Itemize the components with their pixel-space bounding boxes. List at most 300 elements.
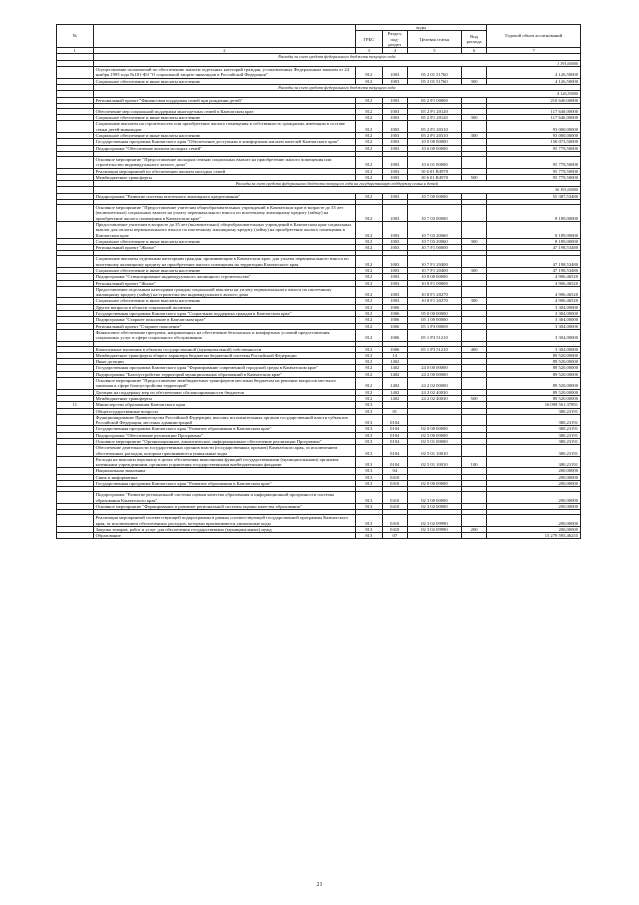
row-grbs-cell: 812 (356, 286, 382, 298)
row-razdel-cell: 1003 (382, 97, 407, 103)
row-celevaya-cell (407, 533, 461, 539)
row-num-cell (57, 156, 94, 168)
row-sum-cell: 8 189,00000 (487, 238, 581, 244)
row-grbs-cell: 812 (356, 133, 382, 139)
row-name-cell: Региональный проект "Старшее поколение" (93, 323, 355, 329)
row-vid-cell: 200 (461, 526, 486, 532)
row-vid-cell (461, 445, 486, 457)
row-sum-cell: 3 304,00000 (487, 329, 581, 341)
row-vid-cell (461, 329, 486, 341)
row-sum-cell: 47 198,53480 (487, 245, 581, 251)
row-grbs-cell: 812 (356, 145, 382, 151)
row-name-cell: Социальные выплаты на строительство или приобретение жилого помещения в собственность гражданам, имеющим в составе семьи детей-инвалидов (93, 121, 355, 133)
row-razdel-cell: 1402 (382, 359, 407, 365)
row-num-cell: 11 (57, 402, 94, 408)
row-grbs-cell: 812 (356, 359, 382, 365)
row-grbs-cell: 813 (356, 456, 382, 468)
row-num-cell (57, 533, 94, 539)
row-sum-cell: 200,00000 (487, 526, 581, 532)
row-sum-cell: 89 520,00000 (487, 378, 581, 390)
row-grbs-cell: 812 (356, 378, 382, 390)
row-name-cell: Социальное обеспечение и иные выплаты населению (93, 267, 355, 273)
row-celevaya-cell: 05 2 P1 20310 (407, 121, 461, 133)
row-name-cell: Региональный проект "Жилье" (93, 280, 355, 286)
row-razdel-cell: 1006 (382, 311, 407, 317)
row-sum-cell: 4 906,46520 (487, 298, 581, 304)
row-celevaya-cell: 02 3 02 09990 (407, 526, 461, 532)
col-header-razdel: Раздел, под-раздел (382, 31, 407, 48)
row-vid-cell: 400 (461, 346, 486, 352)
col-header-sum: Годовой объем ассигнований (487, 25, 581, 48)
row-num-cell (57, 205, 94, 222)
row-grbs-cell: 812 (356, 256, 382, 268)
row-razdel-cell: 1402 (382, 371, 407, 377)
row-razdel-cell: 0410 (382, 515, 407, 527)
row-razdel-cell: 1003 (382, 286, 407, 298)
table-row (57, 286, 581, 298)
row-name-cell: Образование (93, 533, 355, 539)
row-razdel-cell: 1003 (382, 139, 407, 145)
row-num-cell (57, 492, 94, 504)
row-grbs-cell: 812 (356, 298, 382, 304)
col-index: 5 (407, 48, 461, 54)
table-row (57, 533, 581, 539)
table-row (57, 205, 581, 222)
row-sum-cell: 93 000,00000 (487, 133, 581, 139)
row-sum-cell: 89 520,00000 (487, 395, 581, 401)
row-sum-cell: 47 198,53480 (487, 267, 581, 273)
row-celevaya-cell: 10 7 F1 20400 (407, 256, 461, 268)
row-sum-cell: 200,00000 (487, 474, 581, 480)
row-name-cell: Основное мероприятие "Предоставление учителям общеобразовательных учреждений в Камчатском крае в возрасте до 35 лет (включительно) социальных выплат на уплату первоначального взноса по ипотечному жилищному кредиту (займу) на приобретение жилого помещения в Камчатском крае" (93, 205, 355, 222)
row-grbs-cell: 813 (356, 492, 382, 504)
row-sum-cell: 89 520,00000 (487, 352, 581, 358)
row-grbs-cell: 813 (356, 414, 382, 426)
row-grbs-cell: 812 (356, 108, 382, 114)
row-sum-cell: 200,00000 (487, 492, 581, 504)
row-name-cell: Общегосударственные вопросы (93, 408, 355, 414)
row-razdel-cell: 0104 (382, 432, 407, 438)
col-index: 6 (461, 48, 486, 54)
row-grbs-cell: 812 (356, 329, 382, 341)
row-celevaya-cell: 05 2 01 51760 (407, 67, 461, 79)
row-razdel-cell: 01 (382, 408, 407, 414)
row-celevaya-cell: 05 1 P3 51210 (407, 346, 461, 352)
row-name-cell: Региональный проект "Финансовая поддержка семей при рождении детей" (93, 97, 355, 103)
row-celevaya-cell: 24 2 02 00000 (407, 378, 461, 390)
row-sum-cell: 4 906,46520 (487, 280, 581, 286)
row-num-cell (57, 221, 94, 238)
col-header-vid: Вид расхода (461, 31, 486, 48)
row-sum-cell: 200,00000 (487, 468, 581, 474)
table-row (57, 492, 581, 504)
row-celevaya-cell: 10 8 F1 00000 (407, 280, 461, 286)
row-razdel-cell: 1006 (382, 304, 407, 310)
row-sum-cell: 200,00000 (487, 503, 581, 509)
row-name-cell: Основное мероприятие "Предоставление молодым семьям социальных выплат на приобретение жилого помещения или строительство индивидуального жилого дома" (93, 156, 355, 168)
row-name-cell: Социальное обеспечение и иные выплаты населению (93, 298, 355, 304)
row-razdel-cell: 0410 (382, 481, 407, 487)
row-name-cell: Подпрограмма "Старшее поколение в Камчатском крае" (93, 317, 355, 323)
row-celevaya-cell: 05 1 00 00000 (407, 317, 461, 323)
row-name-cell: Реализация мероприятий по обеспечению жильем молодых семей (93, 168, 355, 174)
row-celevaya-cell: 10 6 01 R4970 (407, 168, 461, 174)
row-razdel-cell: 0410 (382, 526, 407, 532)
table-row (57, 414, 581, 426)
row-name-cell: Национальная экономика (93, 468, 355, 474)
row-grbs-cell: 812 (356, 193, 382, 199)
row-razdel-cell: 0104 (382, 439, 407, 445)
row-name-cell: Предоставление учителям в возрасте до 35 лет (включительно) общеобразовательных учреждений в Камчатском крае социальных выплат для оплаты первоначального взноса по ипотечному жилищному кредиту (займу) на приобретение жилого помещения в Камчатском крае (93, 221, 355, 238)
row-vid-cell (461, 286, 486, 298)
table-row (57, 515, 581, 527)
table-row (57, 329, 581, 341)
table-row (57, 378, 581, 390)
row-celevaya-cell: 10 0 00 00000 (407, 139, 461, 145)
col-index: 1 (57, 48, 94, 54)
row-celevaya-cell: 02 0 00 00000 (407, 481, 461, 487)
row-num-cell (57, 456, 94, 468)
row-vid-cell (461, 378, 486, 390)
row-celevaya-cell: 05 2 P1 20310 (407, 133, 461, 139)
row-sum-cell: 380,23191 (487, 439, 581, 445)
row-sum-cell: 89 520,00000 (487, 365, 581, 371)
row-razdel-cell: 1402 (382, 378, 407, 390)
row-sum-cell: 3 304,00000 (487, 323, 581, 329)
row-name-cell: Подпрограмма "Обеспечение реализации Программы" (93, 432, 355, 438)
row-celevaya-cell: 24 2 00 00000 (407, 371, 461, 377)
row-razdel-cell: 1003 (382, 274, 407, 280)
row-grbs-cell: 812 (356, 365, 382, 371)
budget-table (56, 24, 581, 539)
row-note-cell: 4 126,50000 (93, 91, 580, 97)
row-sum-cell: 8 189,00000 (487, 205, 581, 222)
row-vid-cell: 300 (461, 133, 486, 139)
table-row (57, 121, 581, 133)
row-celevaya-cell: 10 7 03 00000 (407, 205, 461, 222)
row-num-cell (57, 256, 94, 268)
row-celevaya-cell: 10 6 01 R4970 (407, 174, 461, 180)
row-razdel-cell: 1003 (382, 267, 407, 273)
row-grbs-cell: 813 (356, 468, 382, 474)
row-name-cell: Обеспечение деятельности государственных органов власти (государственных органов) Камчатского края, за исключением обеспеченных расходов, которым присваиваются уникальные коды (93, 445, 355, 457)
row-sum-cell: 380,23191 (487, 426, 581, 432)
row-vid-cell: 300 (461, 78, 486, 84)
row-num-cell (57, 378, 94, 390)
row-grbs-cell: 813 (356, 474, 382, 480)
row-celevaya-cell: 10 7 F1 00000 (407, 245, 461, 251)
row-name-cell: Закупка товаров, работ и услуг для обеспечения государственных (муниципальных) нужд (93, 526, 355, 532)
row-razdel-cell: 1003 (382, 108, 407, 114)
row-celevaya-cell: 10 7 03 20060 (407, 238, 461, 244)
row-grbs-cell: 812 (356, 389, 382, 395)
row-name-cell: Государственная программа Камчатского края "Формирование современной городской среды в Камчатском крае" (93, 365, 355, 371)
row-celevaya-cell: 10 7 03 20060 (407, 221, 461, 238)
row-vid-cell (461, 533, 486, 539)
row-sum-cell: 89 520,00000 (487, 371, 581, 377)
row-note-cell: Расходы за счет средств федерального бюджета текущего года (93, 84, 580, 90)
row-sum-cell: 380,23191 (487, 408, 581, 414)
row-grbs-cell: 813 (356, 481, 382, 487)
row-razdel-cell: 0410 (382, 474, 407, 480)
row-razdel-cell: 1402 (382, 395, 407, 401)
row-razdel-cell: 1003 (382, 156, 407, 168)
row-name-cell: Социальное обеспечение и иные выплаты населению (93, 238, 355, 244)
row-grbs-cell: 812 (356, 311, 382, 317)
row-sum-cell: 3 304,00000 (487, 346, 581, 352)
row-razdel-cell: 1003 (382, 67, 407, 79)
row-celevaya-cell: 10 6 01 00000 (407, 156, 461, 168)
row-num-cell (57, 445, 94, 457)
col-header-codes: коды (356, 25, 487, 31)
row-sum-cell: 3 304,00000 (487, 317, 581, 323)
row-grbs-cell: 812 (356, 280, 382, 286)
row-grbs-cell: 812 (356, 245, 382, 251)
row-razdel-cell: 1003 (382, 221, 407, 238)
row-name-cell: Подпрограмма "Благоустройство территорий муниципальных образований в Камчатском крае" (93, 371, 355, 377)
row-razdel-cell: 0104 (382, 426, 407, 432)
row-num-cell (57, 414, 94, 426)
row-razdel-cell: 1003 (382, 298, 407, 304)
row-note-cell: Расходы за счет средств федерального бюджета текущего года (93, 54, 580, 60)
col-header-num: № (57, 25, 94, 48)
row-grbs-cell: 812 (356, 352, 382, 358)
row-name-cell: Межбюджетные трансферты общего характера бюджетам бюджетной системы Российской Федерации (93, 352, 355, 358)
row-sum-cell: 3 304,00000 (487, 304, 581, 310)
row-name-cell: Дотации на поддержку мер по обеспечению сбалансированности бюджетов (93, 389, 355, 395)
row-grbs-cell: 812 (356, 174, 382, 180)
row-name-cell: Социальное обеспечение и иные выплаты населению (93, 115, 355, 121)
row-grbs-cell: 812 (356, 395, 382, 401)
row-sum-cell: 200,00000 (487, 481, 581, 487)
row-sum-cell: 4 126,50000 (487, 78, 581, 84)
row-name-cell: Подпрограмма "Стимулирование индивидуального жилищного строительства" (93, 274, 355, 280)
row-name-cell: Министерство образования Камчатского края (93, 402, 355, 408)
row-grbs-cell: 813 (356, 503, 382, 509)
row-celevaya-cell: 24 2 02 40030 (407, 389, 461, 395)
row-grbs-cell: 813 (356, 426, 382, 432)
row-sum-cell: 380,23191 (487, 432, 581, 438)
row-name-cell: Реализация мероприятий соответствующей подпрограммы в рамках соответствующей государственной программы Камчатского края, за исключением обеспеченных расходов, которым присваиваются уникальные коды (93, 515, 355, 527)
row-vid-cell: 300 (461, 115, 486, 121)
row-grbs-cell: 812 (356, 274, 382, 280)
table-header-row (57, 25, 581, 31)
row-name-cell: Государственная программа Камчатского края "Обеспечение доступным и комфортным жильем жителей Камчатского края" (93, 139, 355, 145)
row-grbs-cell: 812 (356, 168, 382, 174)
row-celevaya-cell: 02 5 01 10010 (407, 456, 461, 468)
row-razdel-cell: 14 (382, 352, 407, 358)
row-grbs-cell: 813 (356, 533, 382, 539)
row-vid-cell: 500 (461, 395, 486, 401)
table-row (57, 256, 581, 268)
row-name-cell: Предоставление отдельным категориям граждан социальной выплаты на уплату первоначального взноса по ипотечному жилищному кредиту (займу) на строительство индивидуального жилого дома (93, 286, 355, 298)
row-celevaya-cell: 02 3 00 00000 (407, 492, 461, 504)
row-num-cell (57, 286, 94, 298)
row-celevaya-cell: 24 0 00 00000 (407, 365, 461, 371)
row-note-cell: 1 391,60000 (93, 60, 580, 66)
row-grbs-cell: 812 (356, 205, 382, 222)
row-celevaya-cell: 05 1 P3 51210 (407, 329, 461, 341)
row-celevaya-cell: 05 2 P1 00000 (407, 97, 461, 103)
row-razdel-cell: 1003 (382, 280, 407, 286)
row-grbs-cell: 812 (356, 323, 382, 329)
row-name-cell: Обеспечение мер социальной поддержки многодетных семей в Камчатском крае (93, 108, 355, 114)
row-celevaya-cell: 10 7 F1 20400 (407, 267, 461, 273)
row-grbs-cell: 813 (356, 445, 382, 457)
row-sum-cell: 4 906,46520 (487, 286, 581, 298)
row-razdel-cell: 0410 (382, 492, 407, 504)
row-razdel-cell: 1003 (382, 193, 407, 199)
row-vid-cell (461, 414, 486, 426)
row-grbs-cell: 812 (356, 304, 382, 310)
row-celevaya-cell: 02 0 00 00000 (407, 426, 461, 432)
row-razdel-cell: 1003 (382, 256, 407, 268)
row-celevaya-cell: 05 0 00 00000 (407, 311, 461, 317)
row-grbs-cell: 812 (356, 371, 382, 377)
table-body (57, 54, 581, 539)
row-sum-cell: 117 640,00000 (487, 108, 581, 114)
row-vid-cell (461, 156, 486, 168)
row-grbs-cell: 812 (356, 115, 382, 121)
row-name-cell: Государственная программа Камчатского края "Развитие образования в Камчатском крае" (93, 426, 355, 432)
row-sum-cell: 89 520,00000 (487, 359, 581, 365)
row-sum-cell: 15 279 595,46255 (487, 533, 581, 539)
row-vid-cell (461, 221, 486, 238)
row-celevaya-cell: 02 3 02 00000 (407, 503, 461, 509)
row-num-cell (57, 121, 94, 133)
col-index: 2 (93, 48, 355, 54)
row-name-cell: Связь и информатика (93, 474, 355, 480)
row-razdel-cell: 1003 (382, 174, 407, 180)
row-razdel-cell: 1003 (382, 133, 407, 139)
row-name-cell: Капитальные вложения в объекты государственной (муниципальной) собственности (93, 346, 355, 352)
row-grbs-cell: 813 (356, 439, 382, 445)
row-celevaya-cell: 05 1 P3 00000 (407, 323, 461, 329)
col-index: 3 (356, 48, 382, 54)
row-grbs-cell: 813 (356, 432, 382, 438)
row-celevaya-cell (407, 414, 461, 426)
row-name-cell: Подпрограмма "Развитие системы ипотечного жилищного кредитования" (93, 193, 355, 199)
row-grbs-cell: 813 (356, 526, 382, 532)
row-name-cell: Основное мероприятие "Организационное, аналитическое, информационное обеспечение реализации Программы" (93, 439, 355, 445)
row-razdel-cell: 1003 (382, 78, 407, 84)
row-name-cell: Межбюджетные трансферты (93, 395, 355, 401)
row-sum-cell: 210 640,00000 (487, 97, 581, 103)
row-note-cell: Расходы за счет средств федерального бюджета текущего года на государственную поддержку семьи и детей (93, 181, 580, 187)
row-sum-cell: 200,00000 (487, 515, 581, 527)
row-razdel-cell: 1003 (382, 245, 407, 251)
row-sum-cell: 16 098 561,37891 (487, 402, 581, 408)
row-grbs-cell: 812 (356, 78, 382, 84)
row-vid-cell: 300 (461, 238, 486, 244)
row-grbs-cell: 812 (356, 97, 382, 103)
row-grbs-cell: 813 (356, 408, 382, 414)
row-celevaya-cell: 10 8 00 00000 (407, 274, 461, 280)
row-name-cell: Межбюджетные трансферты (93, 174, 355, 180)
row-grbs-cell: 812 (356, 317, 382, 323)
col-index: 4 (382, 48, 407, 54)
row-celevaya-cell: 02 5 01 10010 (407, 445, 461, 457)
row-celevaya-cell: 05 2 P1 20120 (407, 115, 461, 121)
row-num-cell (57, 329, 94, 341)
row-name-cell: Функционирование Правительства Российской Федерации, высших исполнительных органов государственной власти субъектов Российской Федерации, местных администраций (93, 414, 355, 426)
row-grbs-cell: 812 (356, 67, 382, 79)
row-name-cell: Подпрограмма "Развитие региональной системы оценки качества образования и информационной прозрачности системы образования Камчатского края" (93, 492, 355, 504)
row-name-cell: Осуществление полномочий по обеспечению жильем отдельных категорий граждан, установленных Федеральным законом от 24 ноября 1995 года №181-ФЗ "О социальной защите инвалидов в Российской Федерации" (93, 67, 355, 79)
row-grbs-cell: 812 (356, 346, 382, 352)
row-vid-cell: 300 (461, 298, 486, 304)
row-grbs-cell: 813 (356, 402, 382, 408)
row-celevaya-cell: 24 2 02 40030 (407, 395, 461, 401)
row-sum-cell: 95 779,50000 (487, 156, 581, 168)
row-celevaya-cell: 05 2 P1 20120 (407, 108, 461, 114)
row-vid-cell: 100 (461, 456, 486, 468)
row-num-cell (57, 67, 94, 79)
row-razdel-cell: 0104 (382, 456, 407, 468)
row-celevaya-cell: 05 2 01 51760 (407, 78, 461, 84)
row-sum-cell: 156 073,50000 (487, 139, 581, 145)
row-sum-cell: 380,23191 (487, 445, 581, 457)
row-vid-cell: 300 (461, 267, 486, 273)
row-grbs-cell: 812 (356, 238, 382, 244)
row-grbs-cell: 812 (356, 121, 382, 133)
row-sum-cell: 117 640,00000 (487, 115, 581, 121)
row-sum-cell: 95 779,50000 (487, 174, 581, 180)
table-row (57, 445, 581, 457)
row-sum-cell: 89 520,00000 (487, 389, 581, 395)
row-razdel-cell: 0104 (382, 445, 407, 457)
row-vid-cell (461, 515, 486, 527)
row-razdel-cell: 1003 (382, 145, 407, 151)
row-name-cell: Основное мероприятие "Предоставление межбюджетных трансфертов местным бюджетам на решение вопросов местного значения в сфере благоустройства территорий" (93, 378, 355, 390)
row-name-cell: Социальные выплаты отдельным категориям граждан, проживающим в Камчатском крае, для уплаты первоначального взноса по ипотечному жилищному кредиту на приобретение жилого помещения на территории Камчатского края (93, 256, 355, 268)
row-razdel-cell: 1006 (382, 317, 407, 323)
row-celevaya-cell: 02 3 02 09990 (407, 515, 461, 527)
row-razdel-cell: 1402 (382, 365, 407, 371)
table-row (57, 156, 581, 168)
col-index: 7 (487, 48, 581, 54)
row-vid-cell (461, 492, 486, 504)
row-vid-cell: 500 (461, 174, 486, 180)
row-name-cell: Региональный проект "Жилье" (93, 245, 355, 251)
row-grbs-cell: 812 (356, 267, 382, 273)
row-celevaya-cell: 10 8 F1 20270 (407, 286, 461, 298)
row-vid-cell (461, 121, 486, 133)
row-vid-cell (461, 67, 486, 79)
row-name-cell: Финансовое обеспечение программ, направленных на обеспечение безопасных и комфортных условий предоставления социальных услуг в сфере социального обслуживания (93, 329, 355, 341)
row-name-cell: Государственная программа Камчатского края "Социальная поддержка граждан в Камчатском крае" (93, 311, 355, 317)
row-razdel-cell: 1003 (382, 205, 407, 222)
row-sum-cell: 95 779,50000 (487, 168, 581, 174)
row-sum-cell: 4 906,46520 (487, 274, 581, 280)
page-number: 21 (316, 882, 323, 888)
row-sum-cell: 95 779,50000 (487, 145, 581, 151)
table-row (57, 456, 581, 468)
row-celevaya-cell: 10 8 F1 20270 (407, 298, 461, 304)
row-name-cell: Другие вопросы в области социальной политики (93, 304, 355, 310)
row-celevaya-cell: 10 7 00 00000 (407, 193, 461, 199)
table-row (57, 221, 581, 238)
row-razdel-cell: 1006 (382, 346, 407, 352)
row-name-cell: Основное мероприятие "Формирование и развитие региональной системы оценки качества образования" (93, 503, 355, 509)
row-name-cell: Социальное обеспечение и иные выплаты населению (93, 78, 355, 84)
budget-table-container (56, 24, 581, 539)
row-razdel-cell: 1402 (382, 389, 407, 395)
row-name-cell: Подпрограмма "Обеспечение жильем молодых семей" (93, 145, 355, 151)
row-sum-cell: 8 189,00000 (487, 221, 581, 238)
row-razdel-cell: 1003 (382, 168, 407, 174)
row-name-cell: Иные дотации (93, 359, 355, 365)
